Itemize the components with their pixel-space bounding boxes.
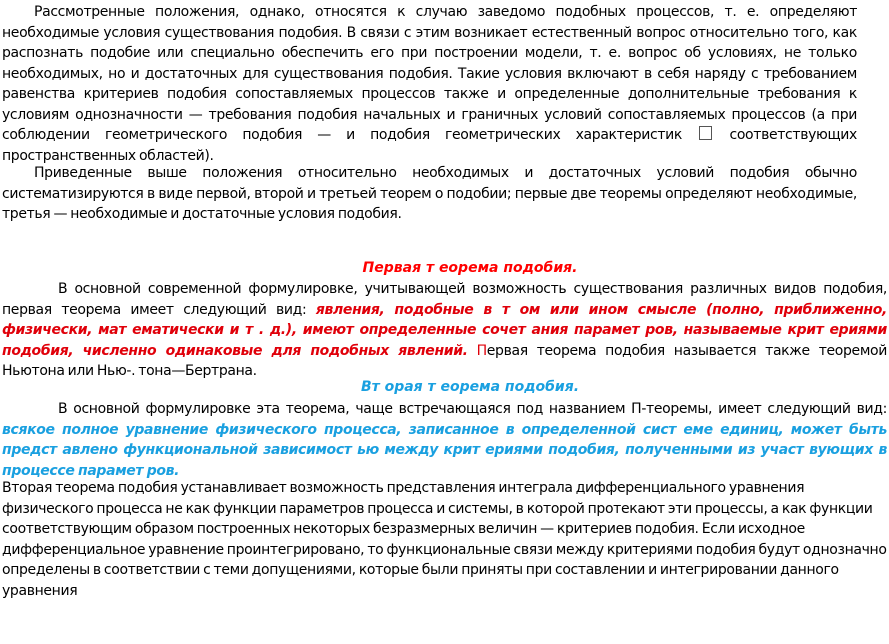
first-theorem-after: ервая теорема подобия называется также теоремой Ньютона или Нью-. тона—Бертрана. bbox=[2, 342, 887, 379]
placeholder-symbol-icon bbox=[699, 126, 712, 140]
second-theorem-heading: Вт орая т еорема подобия. bbox=[360, 379, 580, 395]
first-theorem-heading: Первая т еорема подобия. bbox=[362, 260, 578, 276]
paragraph-similarity-conditions bbox=[2, 2, 857, 166]
paragraph-theorems-overview bbox=[2, 163, 857, 225]
second-theorem-intro: В основной формулировке эта теорема, чаще встречающаяся под названием П-теоремы, имеет следующий вид: bbox=[58, 401, 887, 417]
paragraph-text: Рассмотренные положения, однако, относятся к случаю заведомо подобных процессов, т. е. определяют необходимые условия существования подобия. В связи с этим возникает естественный вопрос относительно того, как распознать подобие или специально обеспечить его при построении модели, т. е. вопрос об условиях, не только необходимых, но и достаточных для существования подобия. Такие условия включают в себя наряду с требованием равенства критериев подобия сопоставляемых процессов также и определенные дополнительные требования к условиям однозначности — требования подобия начальных и граничных условий сопоставляемых процессов (а при соблюдении геометрического подобия — и подобия геометрических характеристик bbox=[2, 4, 857, 143]
first-theorem-statement: явления, подобные в т ом или ином смысле (полно, приближенно, физически, мат ематически и т . д.), имеют определенные сочет ания парамет ров, называемые крит ериями подобия, численно одинаковые для подобных явлений. bbox=[2, 301, 887, 359]
paragraph-second-theorem-explanation bbox=[2, 478, 887, 601]
paragraph-text-tail: соответствующих пространственных областей). bbox=[2, 127, 857, 164]
paragraph-text: Вторая теорема подобия устанавливает возможность представления интеграла дифференциального уравнения физического процесса не как функции параметров процесса и системы, в которой протекают эти процессы, а как функции соответствующим образом построенных некоторых безразмерных величин — критериев подобия. Если исходное дифференциальное уравнение проинтегрировано, то функциональные связи между критериями подобия будут однозначно определены в соответствии с теми допущениями, которые были приняты при составлении и интегрировании данного уравнения bbox=[2, 480, 887, 599]
second-theorem-statement: всякое полное уравнение физического процесса, записанное в определенной сист еме единиц, может быть предст авлено функциональной зависимост ью между крит ериями подобия, полученными из участ вующих в процессе парамет ров. bbox=[2, 421, 887, 479]
second-theorem-paragraph bbox=[2, 399, 887, 481]
first-theorem-intro: В основной современной формулировке, учитывающей возможность существования различных видов подобия, первая теорема имеет следующий вид: bbox=[2, 281, 887, 318]
first-theorem-paragraph bbox=[2, 279, 887, 382]
first-theorem-red-letter: П bbox=[476, 342, 487, 359]
paragraph-text: Приведенные выше положения относительно необходимых и достаточных условий подобия обычно систематизируются в виде первой, второй и третьей теорем о подобии; первые две теоремы определяют необходимые, третья — необходимые и достаточные условия подобия. bbox=[2, 165, 857, 222]
